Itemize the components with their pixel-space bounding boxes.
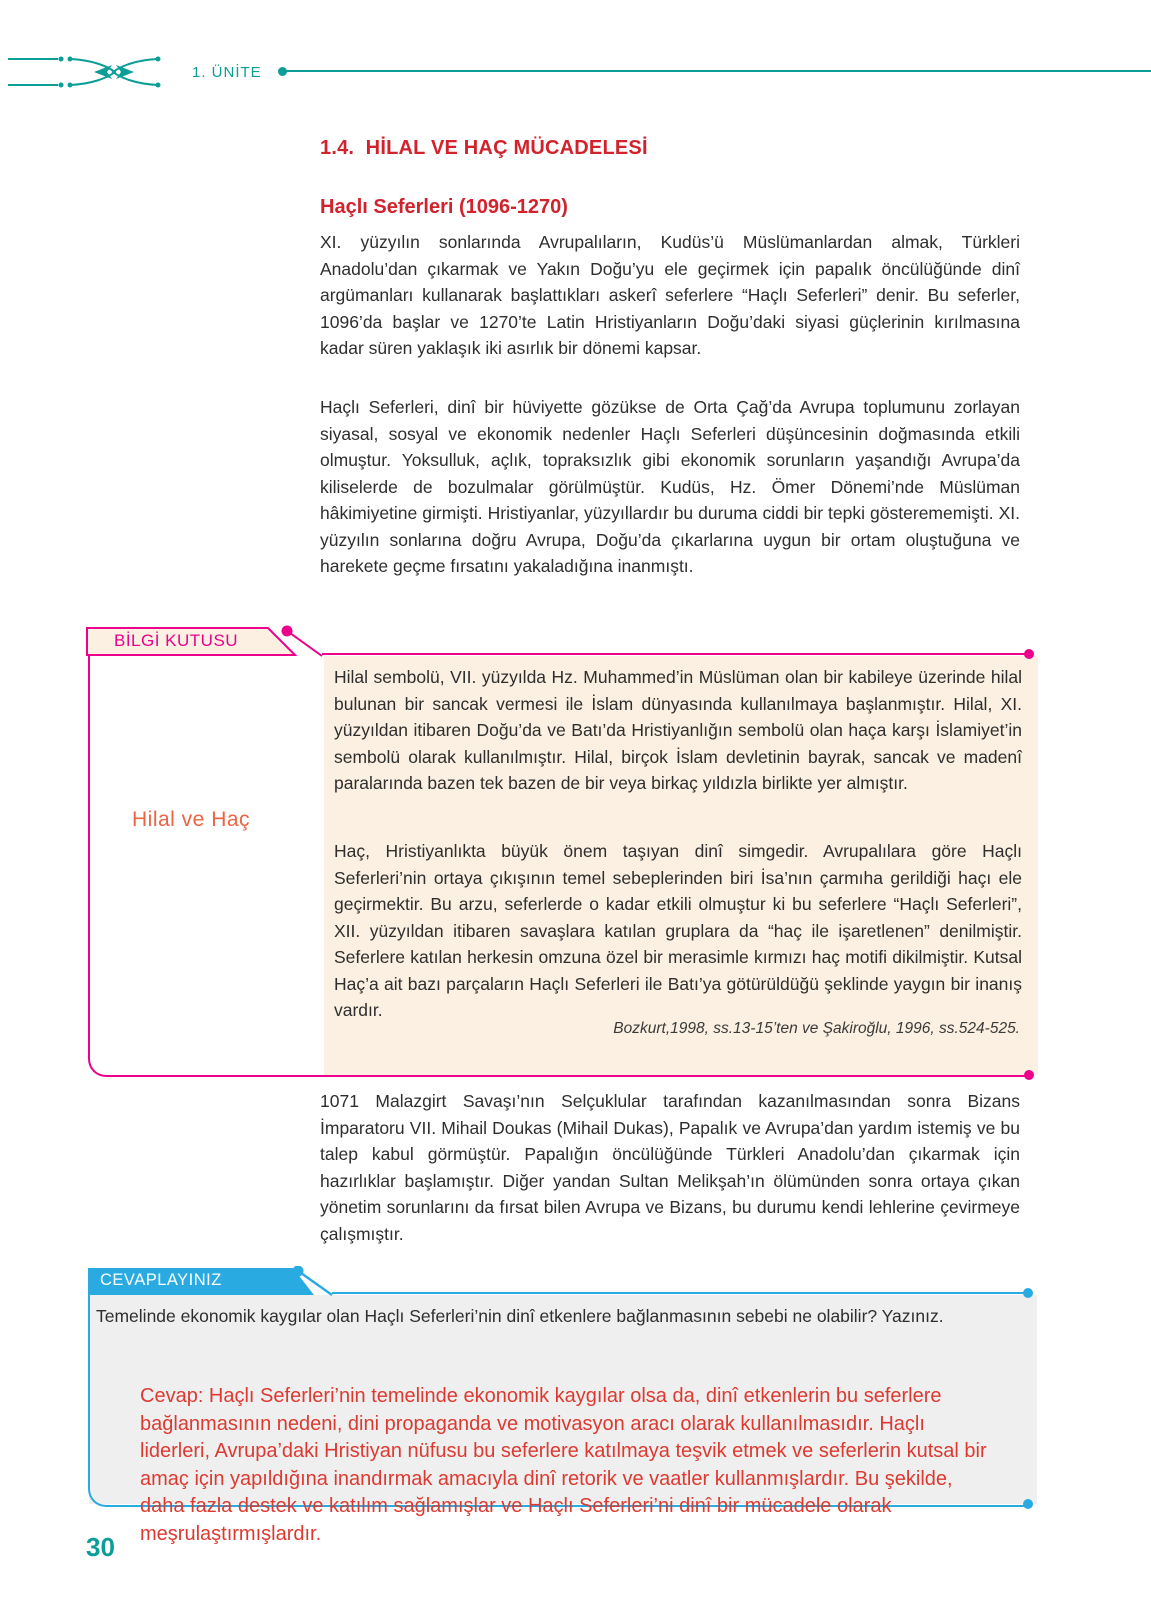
info-box-citation: Bozkurt,1998, ss.13-15’ten ve Şakiroğlu, 1996, ss.524-525. <box>613 1020 1020 1037</box>
unit-ornament-icon <box>8 50 178 94</box>
info-box-top-border <box>322 653 1029 655</box>
header-rule <box>285 70 1151 72</box>
handwritten-answer: Cevap: Haçlı Seferleri’nin temelinde ekonomik kaygılar olsa da, dinî etkenlerin bu seferlere bağlanmasının nedeni, dini propaganda ve motivasyon aracı olarak kullanılmasıdır. Haçlı liderleri, Avrupa’daki Hristiyan nüfusu bu seferlere katılmaya teşvik etmek ve seferlerin kutsal bir amaç için yapıldığına inandırmak amacıyla dinî retorik ve vaatler kullanmışlardır. Bu şekilde, daha fazla destek ve katılım sağlamışlar ve Haçlı Seferleri’ni dinî bir mücadele olarak meşrulaştırmışlardır. <box>140 1385 987 1545</box>
answer-box-bottom-dot <box>1023 1499 1033 1509</box>
answer-box-label: CEVAPLAYINIZ <box>100 1271 222 1289</box>
info-box-paragraph-crescent: Hilal sembolü, VII. yüzyılda Hz. Muhammed’in Müslüman olan bir kabileye üzerinde hilal bulunan bir sancak vermesi ile İslam dünyasında kullanılmaya başlanmıştır. Hilal, XI. yüzyıldan itibaren Doğu’da ve Batı’da Hristiyanlığın sembolü olan haça karşı İslamiyet’in sembolü olarak kullanılmıştır. Hilal, birçok İslam devletinin bayrak, sancak ve madenî paralarında bazen tek bazen de bir veya birkaç yıldızla birlikte yer almıştır. <box>334 667 1022 793</box>
answer-box-question: Temelinde ekonomik kaygılar olan Haçlı Seferleri’nin dinî etkenlere bağlanmasının sebebi ne olabilir? Yazınız. <box>96 1306 944 1326</box>
paragraph-crusades-causes: Haçlı Seferleri, dinî bir hüviyette gözükse de Orta Çağ’da Avrupa toplumunu zorlayan siyasal, sosyal ve ekonomik nedenler Haçlı Seferleri düşüncesinin doğmasında etkili olmuştur. Yoksulluk, açlık, topraksızlık gibi ekonomik sorunların yaşandığı Avrupa’da kiliselerde de bozulmalar görülmüştür. Kudüs, Hz. Ömer Dönemi’nde Müslüman hâkimiyetine girmişti. Hristiyanlar, yüzyıllardır bu duruma ciddi bir tepki gösterememişti. XI. yüzyılın sonlarına doğru Avrupa, Doğu’da çıkarlarına uygun bir ortam oluştuğuna ve harekete geçme fırsatını yakaladığına inanmıştı. <box>320 397 1020 576</box>
info-box-bottom-dot <box>1024 1070 1034 1080</box>
info-box-label: BİLGİ KUTUSU <box>114 631 239 650</box>
subsection-title: Haçlı Seferleri (1096-1270) <box>320 196 568 218</box>
info-box-paragraph-cross: Haç, Hristiyanlıkta büyük önem taşıyan dinî simgedir. Avrupalılara göre Haçlı Seferleri’nin ortaya çıkışının temel sebeplerinden biri İsa’nın çarmıha gerildiği haçı ele geçirmektir. Bu arzu, seferlerde o kadar etkili olmuştur ki bu seferlere “Haçlı Seferleri”, XII. yüzyıldan itibaren savaşlara katılan gruplara da “haç ile işaretlenen” denilmiştir. Seferlere katılan herkesin omzuna özel bir merasimle kırmızı haç motifi dikilmiştir. Kutsal Haç’a ait bazı parçaların Haçlı Seferleri ile Batı’ya götürüldüğü şeklinde yaygın bir inanış vardır. <box>334 841 1022 1020</box>
unit-label: 1. ÜNİTE <box>192 64 262 81</box>
info-box-top-dot <box>1024 649 1034 659</box>
paragraph-manzikert: 1071 Malazgirt Savaşı’nın Selçuklular tarafından kazanılmasından sonra Bizans İmparatoru VII. Mihail Doukas (Mihail Dukas), Papalık ve Avrupa’dan yardım istemiş ve bu talep kabul görmüştür. Papalığın öncülüğünde Türkleri Anadolu’dan çıkarmak için hazırlıklar başlamıştır. Diğer yandan Sultan Melikşah’ın ölümünden sonra ortaya çıkan yönetim sorunlarını da fırsat bilen Avrupa ve Bizans, bu durumu kendi lehlerine çevirmeye çalışmıştır. <box>320 1091 1020 1244</box>
answer-box-top-dot <box>1023 1288 1033 1298</box>
section-title: 1.4. HİLAL VE HAÇ MÜCADELESİ <box>320 137 648 159</box>
info-box-caption: Hilal ve Haç <box>132 808 251 831</box>
paragraph-crusades-definition: XI. yüzyılın sonlarında Avrupalıların, Kudüs’ü Müslümanlardan almak, Türkleri Anadolu’dan çıkarmak ve Yakın Doğu’yu ele geçirmek için papalık öncülüğünde dinî argümanları kullanarak başlattıkları askerî seferlere “Haçlı Seferleri” denir. Bu seferler, 1096’da başlar ve 1270’te Latin Hristiyanların Doğu’daki siyasi güçlerinin kırılmasına kadar süren yaklaşık iki asırlık bir dönemi kapsar. <box>320 232 1020 358</box>
answer-box-top-border <box>332 1292 1028 1294</box>
page-number: 30 <box>86 1532 115 1562</box>
